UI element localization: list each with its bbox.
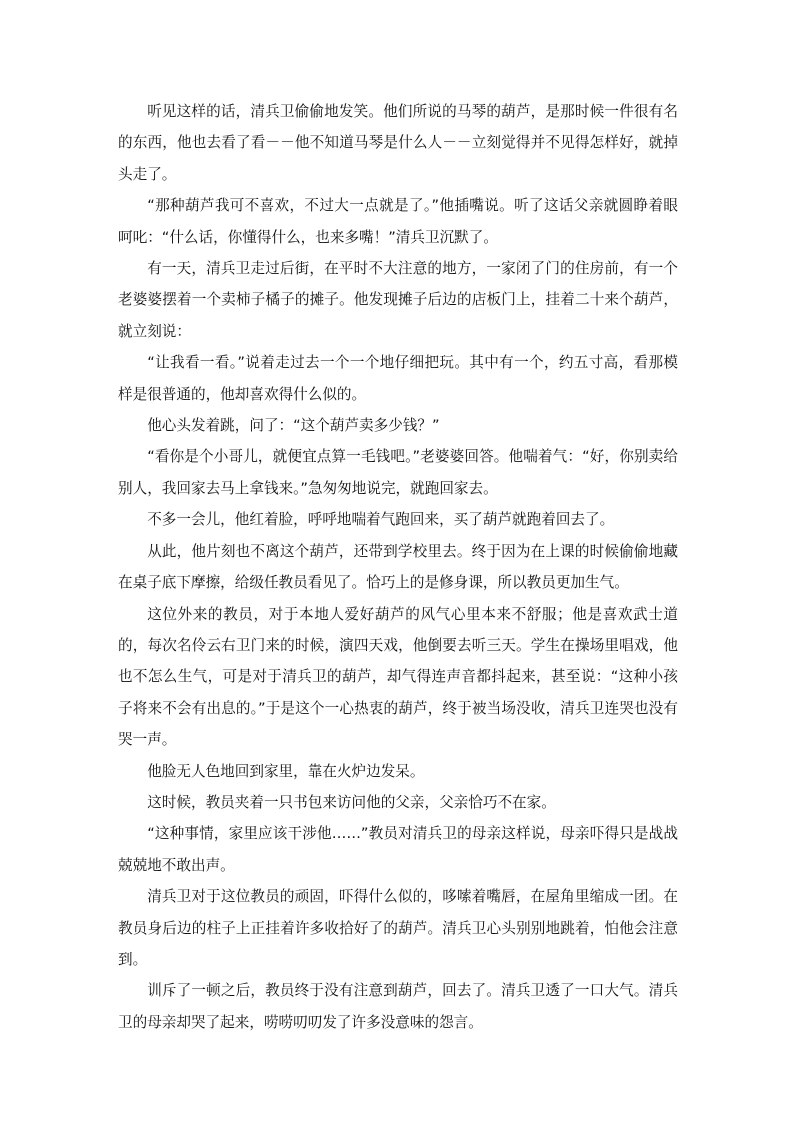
paragraph: “那种葫芦我可不喜欢，不过大一点就是了。”他插嘴说。听了这话父亲就圆睁着眼呵叱：“什么话，你懂得什么，也来多嘴！”清兵卫沉默了。: [118, 197, 678, 246]
paragraph: 他脸无人色地回到家里，靠在火炉边发呆。: [147, 762, 425, 780]
paragraph: 训斥了一顿之后，教员终于没有注意到葫芦，回去了。清兵卫透了一口大气。清兵卫的母亲却哭了起来，唠唠叨叨发了许多没意味的怨言。: [118, 982, 678, 1031]
paragraph: “看你是个小哥儿，就便宜点算一毛钱吧。”老婆婆回答。他喘着气：“好，你别卖给别人，我回家去马上拿钱来。”急匆匆地说完，就跑回家去。: [118, 448, 678, 497]
paragraph: 清兵卫对于这位教员的顽固，吓得什么似的，哆嗦着嘴唇，在屋角里缩成一团。在教员身后边的柱子上正挂着许多收拾好了的葫芦。清兵卫心头别别地跳着，怕他会注意到。: [118, 888, 678, 968]
paragraph: 不多一会儿，他红着脸，呼呼地喘着气跑回来，买了葫芦就跑着回去了。: [147, 511, 615, 529]
paragraph: “这种事情，家里应该干涉他……”教员对清兵卫的母亲这样说，母亲吓得只是战战兢兢地不敢出声。: [118, 825, 678, 874]
paragraph: 有一天，清兵卫走过后街，在平时不大注意的地方，一家闭了门的住房前，有一个老婆婆摆着一个卖柿子橘子的摊子。他发现摊子后边的店板门上，挂着二十来个葫芦，就立刻说：: [118, 260, 678, 340]
document-page: [118, 96, 678, 1038]
paragraph: 这时候，教员夹着一只书包来访问他的父亲，父亲恰巧不在家。: [147, 793, 556, 811]
paragraph: 他心头发着跳，问了：“这个葫芦卖多少钱？”: [147, 417, 440, 435]
paragraph: 听见这样的话，清兵卫偷偷地发笑。他们所说的马琴的葫芦，是那时候一件很有名的东西，他也去看了看－－他不知道马琴是什么人－－立刻觉得并不见得怎样好，就掉头走了。: [118, 103, 678, 183]
paragraph: 从此，他片刻也不离这个葫芦，还带到学校里去。终于因为在上课的时候偷偷地藏在桌子底下摩擦，给级任教员看见了。恰巧上的是修身课，所以教员更加生气。: [118, 542, 678, 592]
paragraph: 这位外来的教员，对于本地人爱好葫芦的风气心里本来不舒服；他是喜欢武士道的，每次名伶云右卫门来的时候，演四天戏，他倒要去听三天。学生在操场里唱戏，他也不怎么生气，可是对于清兵卫的葫芦，却气得连声音都抖起来，甚至说：“这种小孩子将来不会有出息的。”于是这个一心热衷的葫芦，终于被当场没收，清兵卫连哭也没有哭一声。: [118, 605, 678, 749]
paragraph: “让我看一看。”说着走过去一个一个地仔细把玩。其中有一个，约五寸高，看那模样是很普通的，他却喜欢得什么似的。: [118, 354, 678, 403]
